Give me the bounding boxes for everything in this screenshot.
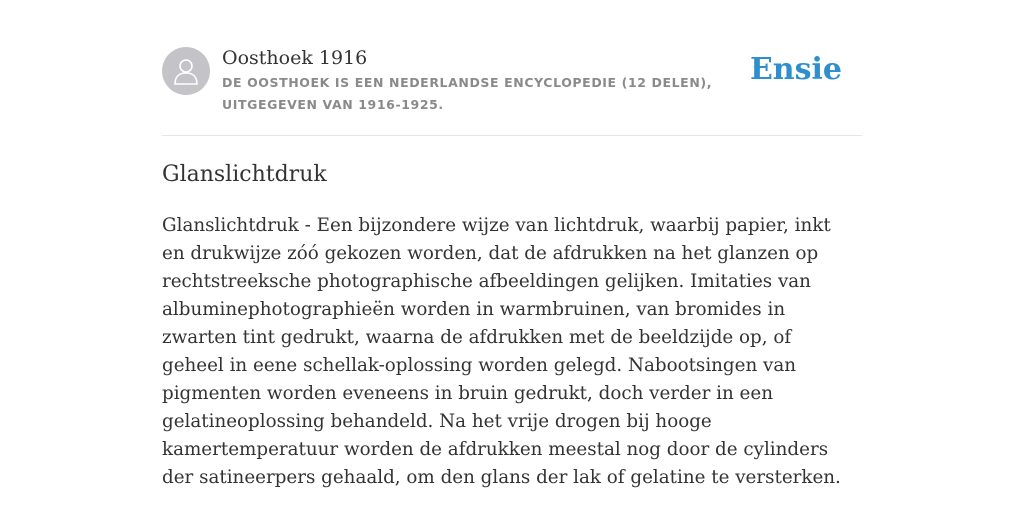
entry-body: Glanslichtdruk - Een bijzondere wijze van lichtdruk, waarbij papier, inkt en drukwijze zóó gekozen worden, dat de afdrukken na het glanzen op rechtstreeksche photographische afbeeldingen gelijken. Imitaties van albuminephotographieën worden in warmbruinen, van bromides in zwarten tint gedrukt, waarna de afdrukken met de beeldzijde op, of geheel in eene schellak-oplossing worden gelegd. Nabootsingen van pigmenten worden eveneens in bruin gedrukt, doch verder in een gelatineoplossing behandeld. Na het vrije drogen bij hooge kamertemperatuur worden de afdrukken meestal nog door de cylinders der satineerpers gehaald, om den glans der lak of gelatine te versterken. (162, 215, 841, 488)
entry-title: Glanslichtdruk (162, 162, 327, 187)
source-title[interactable]: Oosthoek 1916 (222, 47, 368, 69)
header-divider (162, 135, 862, 136)
ensie-logo[interactable]: Ensie (749, 52, 842, 87)
source-description: DE OOSTHOEK IS EEN NEDERLANDSE ENCYCLOPEDIE (12 DELEN), UITGEGEVEN VAN 1916-1925. (222, 75, 713, 112)
source-header (162, 46, 862, 136)
person-outline-icon (172, 56, 200, 86)
source-avatar[interactable] (162, 47, 210, 95)
